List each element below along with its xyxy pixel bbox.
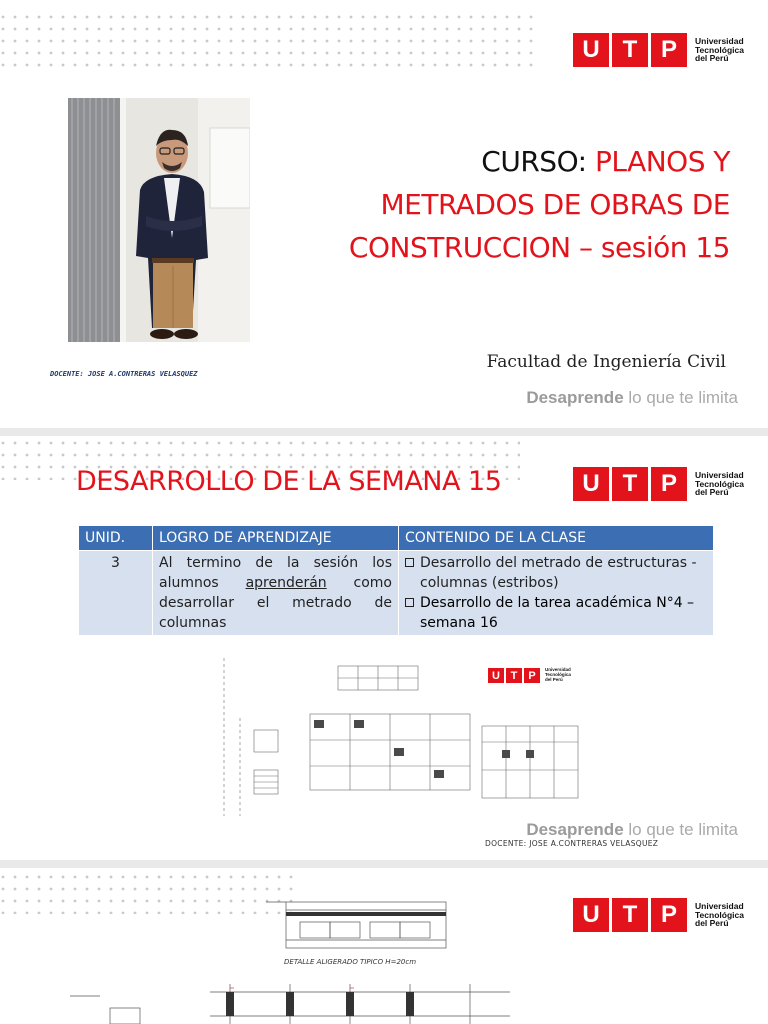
list-item: Desarrollo de la tarea académica N°4 – semana 16 <box>405 593 707 633</box>
cell-logro: Al termino de la sesión los alumnos aprenderán como desarrollar el metrado de columnas <box>153 551 399 636</box>
week-title: DESARROLLO DE LA SEMANA 15 <box>76 466 502 497</box>
aligerado-detail-drawing <box>30 888 550 1024</box>
header-contenido: CONTENIDO DE LA CLASE <box>399 526 714 551</box>
checkbox-square-icon <box>405 598 414 607</box>
utp-logo <box>573 33 744 67</box>
university-name: Universidad Tecnológica del Perú <box>695 469 744 498</box>
docente-caption: DOCENTE: JOSE A.CONTRERAS VELASQUEZ <box>50 370 198 378</box>
checkbox-square-icon <box>405 558 414 567</box>
tagline: Desaprende lo que te limita <box>526 388 738 407</box>
utp-logo: U T P Universidad Tecnológica del Perú <box>573 467 744 501</box>
slide-1 <box>0 0 768 428</box>
course-title-line1: PLANOS Y <box>594 145 730 178</box>
table-row <box>79 551 714 636</box>
university-name: Universidad Tecnológica del Perú <box>695 35 744 64</box>
logo-letter-p: P <box>651 33 687 67</box>
header-unid: UNID. <box>79 526 153 551</box>
table-header-row <box>79 526 714 551</box>
header-logro: LOGRO DE APRENDIZAJE <box>153 526 399 551</box>
utp-logo: U T P Universidad Tecnológica del Perú <box>573 898 744 932</box>
lesson-plan-table <box>78 525 714 636</box>
tagline: Desaprende lo que te limita <box>526 820 738 839</box>
utp-logo-small: U T P Universidad Tecnológica del Perú <box>488 668 571 683</box>
slide-2 <box>0 436 768 860</box>
cell-unit: 3 <box>79 551 153 636</box>
slide-3 <box>0 868 768 1024</box>
course-prefix: CURSO: <box>481 145 595 178</box>
slide-separator <box>0 860 768 868</box>
cell-contenido <box>399 551 714 636</box>
faculty-name: Facultad de Ingeniería Civil <box>486 352 726 372</box>
slide-separator <box>0 428 768 436</box>
teacher-photo <box>68 98 250 342</box>
docente-caption: DOCENTE: JOSE A.CONTRERAS VELASQUEZ <box>485 839 659 848</box>
list-item: Desarrollo del metrado de estructuras - columnas (estribos) <box>405 553 707 593</box>
course-title-line2: METRADOS DE OBRAS DE <box>380 188 730 221</box>
course-title <box>280 140 730 269</box>
university-name: Universidad Tecnológica del Perú <box>695 900 744 929</box>
detail-caption: DETALLE ALIGERADO TIPICO H=20cm <box>284 958 417 966</box>
logo-letter-u: U <box>573 33 609 67</box>
logo-letter-t: T <box>612 33 648 67</box>
course-title-line3: CONSTRUCCION – sesión 15 <box>348 231 730 264</box>
